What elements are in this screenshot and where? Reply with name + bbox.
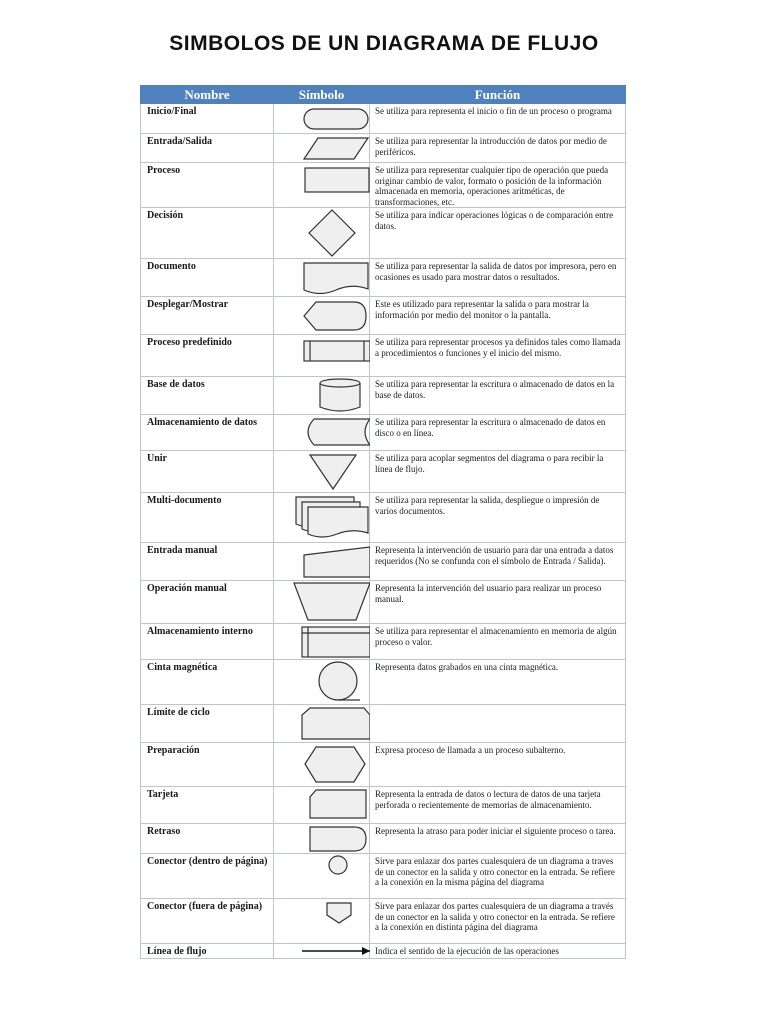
row-function: Se utiliza para representar procesos ya definidos tales como llamada a procedimientos o funciones y el inicio del mismo.	[370, 335, 626, 377]
predefined-process-icon	[274, 335, 370, 377]
display-icon	[274, 297, 370, 335]
stored-data-icon	[274, 415, 370, 451]
multi-document-icon	[274, 493, 370, 543]
row-function: Representa la atraso para poder iniciar el siguiente proceso o tarea.	[370, 824, 626, 854]
row-function: Representa la entrada de datos o lectura de datos de una tarjeta perforada o recientemente de memorias de almacenamiento.	[370, 787, 626, 824]
row-name: Documento	[141, 259, 274, 297]
row-function: Representa la intervención del usuario para realizar un proceso manual.	[370, 581, 626, 624]
row-function: Se utiliza para representar cualquier tipo de operación que pueda originar cambio de valor, formato o posición de la información almacenada en memoria, operaciones aritméticas, de transformaciones, etc.	[370, 163, 626, 208]
table-row	[141, 824, 626, 854]
row-function: Se utiliza para representar la introducción de datos por medio de periféricos.	[370, 134, 626, 163]
table-row	[141, 451, 626, 493]
table-row	[141, 335, 626, 377]
row-symbol	[274, 208, 370, 259]
row-symbol	[274, 660, 370, 705]
connector-circle-icon	[274, 854, 370, 899]
delay-icon	[274, 824, 370, 854]
table-row	[141, 259, 626, 297]
internal-storage-icon	[274, 624, 370, 660]
loop-limit-icon	[274, 705, 370, 743]
row-symbol	[274, 335, 370, 377]
merge-triangle-icon	[274, 451, 370, 493]
document-icon	[274, 259, 370, 297]
row-name: Cinta magnética	[141, 660, 274, 705]
row-symbol	[274, 705, 370, 743]
row-symbol	[274, 787, 370, 824]
table-row	[141, 743, 626, 787]
table-row	[141, 660, 626, 705]
row-symbol	[274, 854, 370, 899]
row-symbol	[274, 944, 370, 959]
table-row	[141, 377, 626, 415]
row-symbol	[274, 624, 370, 660]
diamond-icon	[274, 208, 370, 259]
row-function: Se utiliza para representar la escritura o almacenado de datos en la base de datos.	[370, 377, 626, 415]
table-row	[141, 297, 626, 335]
row-function: Se utiliza para acoplar segmentos del diagrama o para recibir la línea de flujo.	[370, 451, 626, 493]
row-function: Se utiliza para representa el inicio o fin de un proceso o programa	[370, 104, 626, 134]
row-symbol	[274, 581, 370, 624]
table-row	[141, 787, 626, 824]
row-function: Representa la intervención de usuario para dar una entrada a datos requeridos (No se confunda con el símbolo de Entrada / Salida).	[370, 543, 626, 581]
page-title: SIMBOLOS DE UN DIAGRAMA DE FLUJO	[169, 32, 599, 55]
row-name: Multi-documento	[141, 493, 274, 543]
table-row	[141, 104, 626, 134]
rectangle-icon	[274, 163, 370, 207]
row-name: Preparación	[141, 743, 274, 787]
row-name: Unir	[141, 451, 274, 493]
off-page-connector-icon	[274, 899, 370, 944]
row-name: Retraso	[141, 824, 274, 854]
table-row	[141, 415, 626, 451]
row-name: Operación manual	[141, 581, 274, 624]
header-symbol: Símbolo	[274, 86, 370, 104]
flowchart-symbols-table	[140, 85, 626, 959]
row-symbol	[274, 163, 370, 208]
row-symbol	[274, 104, 370, 134]
row-name: Decisión	[141, 208, 274, 259]
table-row	[141, 208, 626, 259]
table-row	[141, 624, 626, 660]
parallelogram-icon	[274, 134, 370, 163]
row-name: Límite de ciclo	[141, 705, 274, 743]
table-row	[141, 899, 626, 944]
row-symbol	[274, 543, 370, 581]
row-symbol	[274, 377, 370, 415]
card-icon	[274, 787, 370, 824]
row-name: Entrada/Salida	[141, 134, 274, 163]
row-function: Se utiliza para representar la salida de datos por impresora, pero en ocasiones es usado para mostrar datos o resultados.	[370, 259, 626, 297]
row-function: Representa datos grabados en una cinta magnética.	[370, 660, 626, 705]
flow-arrow-icon	[274, 944, 370, 958]
row-function: Se utiliza para indicar operaciones lógicas o de comparación entre datos.	[370, 208, 626, 259]
row-function: Se utiliza para representar la escritura o almacenado de datos en disco o en línea.	[370, 415, 626, 451]
header-function: Función	[370, 86, 626, 104]
table-row	[141, 705, 626, 743]
table-row	[141, 543, 626, 581]
header-name: Nombre	[141, 86, 274, 104]
row-function	[370, 705, 626, 743]
row-function: Este es utilizado para representar la salida o para mostrar la información por medio del monitor o la pantalla.	[370, 297, 626, 335]
terminal-icon	[274, 104, 370, 134]
row-symbol	[274, 824, 370, 854]
row-function: Se utiliza para representar la salida, despliegue o impresión de varios documentos.	[370, 493, 626, 543]
table-header-row	[141, 86, 626, 104]
row-name: Almacenamiento de datos	[141, 415, 274, 451]
row-name: Línea de flujo	[141, 944, 274, 959]
database-icon	[274, 377, 370, 415]
row-symbol	[274, 415, 370, 451]
row-symbol	[274, 297, 370, 335]
table-row	[141, 134, 626, 163]
table-row	[141, 493, 626, 543]
row-name: Conector (dentro de página)	[141, 854, 274, 899]
manual-operation-icon	[274, 581, 370, 624]
table-row	[141, 581, 626, 624]
row-symbol	[274, 899, 370, 944]
table-row	[141, 163, 626, 208]
row-symbol	[274, 451, 370, 493]
row-name: Almacenamiento interno	[141, 624, 274, 660]
row-name: Desplegar/Mostrar	[141, 297, 274, 335]
hexagon-icon	[274, 743, 370, 787]
row-symbol	[274, 743, 370, 787]
magnetic-tape-icon	[274, 660, 370, 705]
row-symbol	[274, 493, 370, 543]
row-symbol	[274, 259, 370, 297]
row-name: Entrada manual	[141, 543, 274, 581]
row-function: Indica el sentido de la ejecución de las operaciones	[370, 944, 626, 959]
row-function: Se utiliza para representar el almacenamiento en memoria de algún proceso o valor.	[370, 624, 626, 660]
row-function: Sirve para enlazar dos partes cualesquiera de un diagrama a través de un conector en la salida y otro conector en la entrada. Se refiere a la conexión en distinta página del diagrama	[370, 899, 626, 944]
manual-input-icon	[274, 543, 370, 581]
row-name: Tarjeta	[141, 787, 274, 824]
row-name: Conector (fuera de página)	[141, 899, 274, 944]
row-function: Expresa proceso de llamada a un proceso subalterno.	[370, 743, 626, 787]
row-name: Inicio/Final	[141, 104, 274, 134]
table-row	[141, 944, 626, 959]
row-name: Proceso	[141, 163, 274, 208]
row-function: Sirve para enlazar dos partes cualesquiera de un diagrama a traves de un conector en la salida y otro conector en la entrada. Se refiere a la conexión en la misma página del diagrama	[370, 854, 626, 899]
row-name: Proceso predefinido	[141, 335, 274, 377]
row-name: Base de datos	[141, 377, 274, 415]
row-symbol	[274, 134, 370, 163]
table-row	[141, 854, 626, 899]
